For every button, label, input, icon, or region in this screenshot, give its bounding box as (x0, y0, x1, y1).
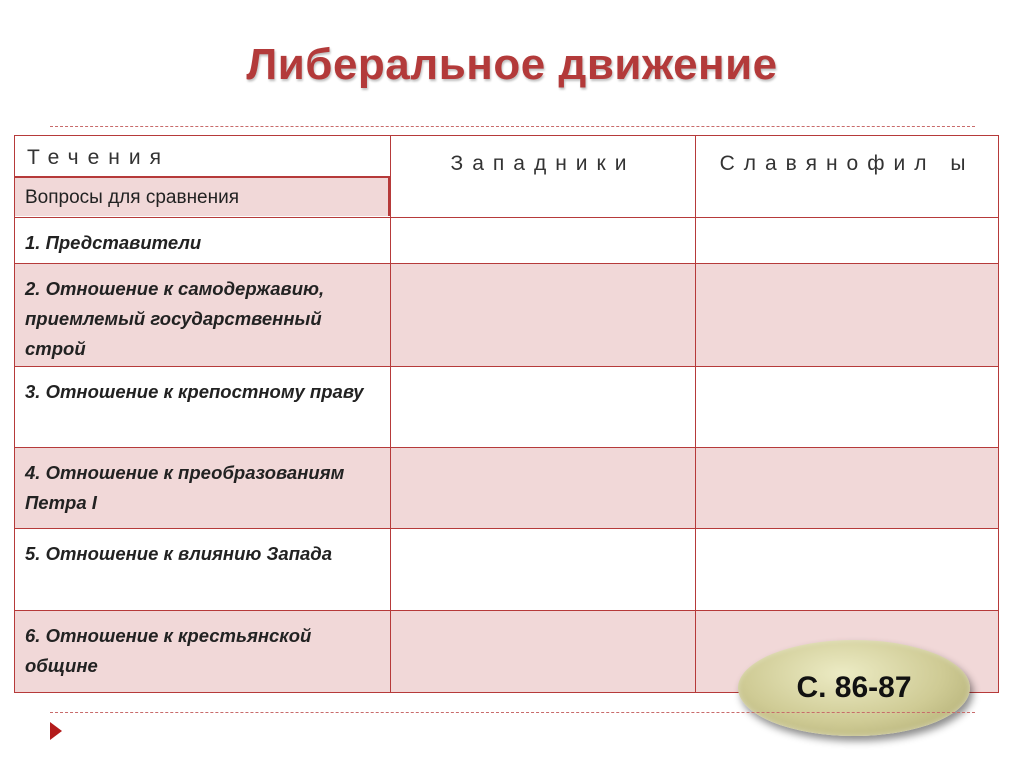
header-currents-label: Течения (27, 146, 170, 169)
triangle-right-icon[interactable] (50, 722, 62, 740)
table-row (15, 448, 999, 529)
cell-westerners[interactable] (391, 367, 696, 448)
table-row (15, 529, 999, 611)
cell-westerners[interactable] (391, 264, 696, 367)
table-header-row (15, 136, 999, 218)
cell-westerners[interactable] (391, 218, 696, 264)
cell-westerners[interactable] (391, 529, 696, 611)
table-row (15, 264, 999, 367)
header-slavophiles: Славянофил ы (696, 136, 999, 218)
cell-slavophiles[interactable] (696, 448, 999, 529)
table-row (15, 367, 999, 448)
cell-slavophiles[interactable] (696, 218, 999, 264)
header-westerners: Западники (391, 136, 696, 218)
row-label: 1. Представители (15, 218, 391, 264)
cell-slavophiles[interactable] (696, 529, 999, 611)
comparison-table (14, 135, 999, 693)
row-label: 5. Отношение к влиянию Запада (15, 529, 391, 611)
row-label: 6. Отношение к крестьянской общине (15, 611, 391, 693)
cell-slavophiles[interactable] (696, 367, 999, 448)
top-divider (50, 126, 975, 127)
header-questions-label: Вопросы для сравнения (15, 176, 390, 216)
cell-westerners[interactable] (391, 611, 696, 693)
row-label: 3. Отношение к крепостному праву (15, 367, 391, 448)
table-row (15, 218, 999, 264)
row-label: 2. Отношение к самодержавию, приемлемый государственный строй (15, 264, 391, 367)
bottom-divider (50, 712, 975, 713)
cell-slavophiles[interactable] (696, 264, 999, 367)
row-label: 4. Отношение к преобразованиям Петра I (15, 448, 391, 529)
page-reference-badge: С. 86-87 (738, 640, 970, 736)
page-title: Либеральное движение (246, 40, 778, 89)
header-corner-cell (15, 136, 391, 218)
cell-westerners[interactable] (391, 448, 696, 529)
